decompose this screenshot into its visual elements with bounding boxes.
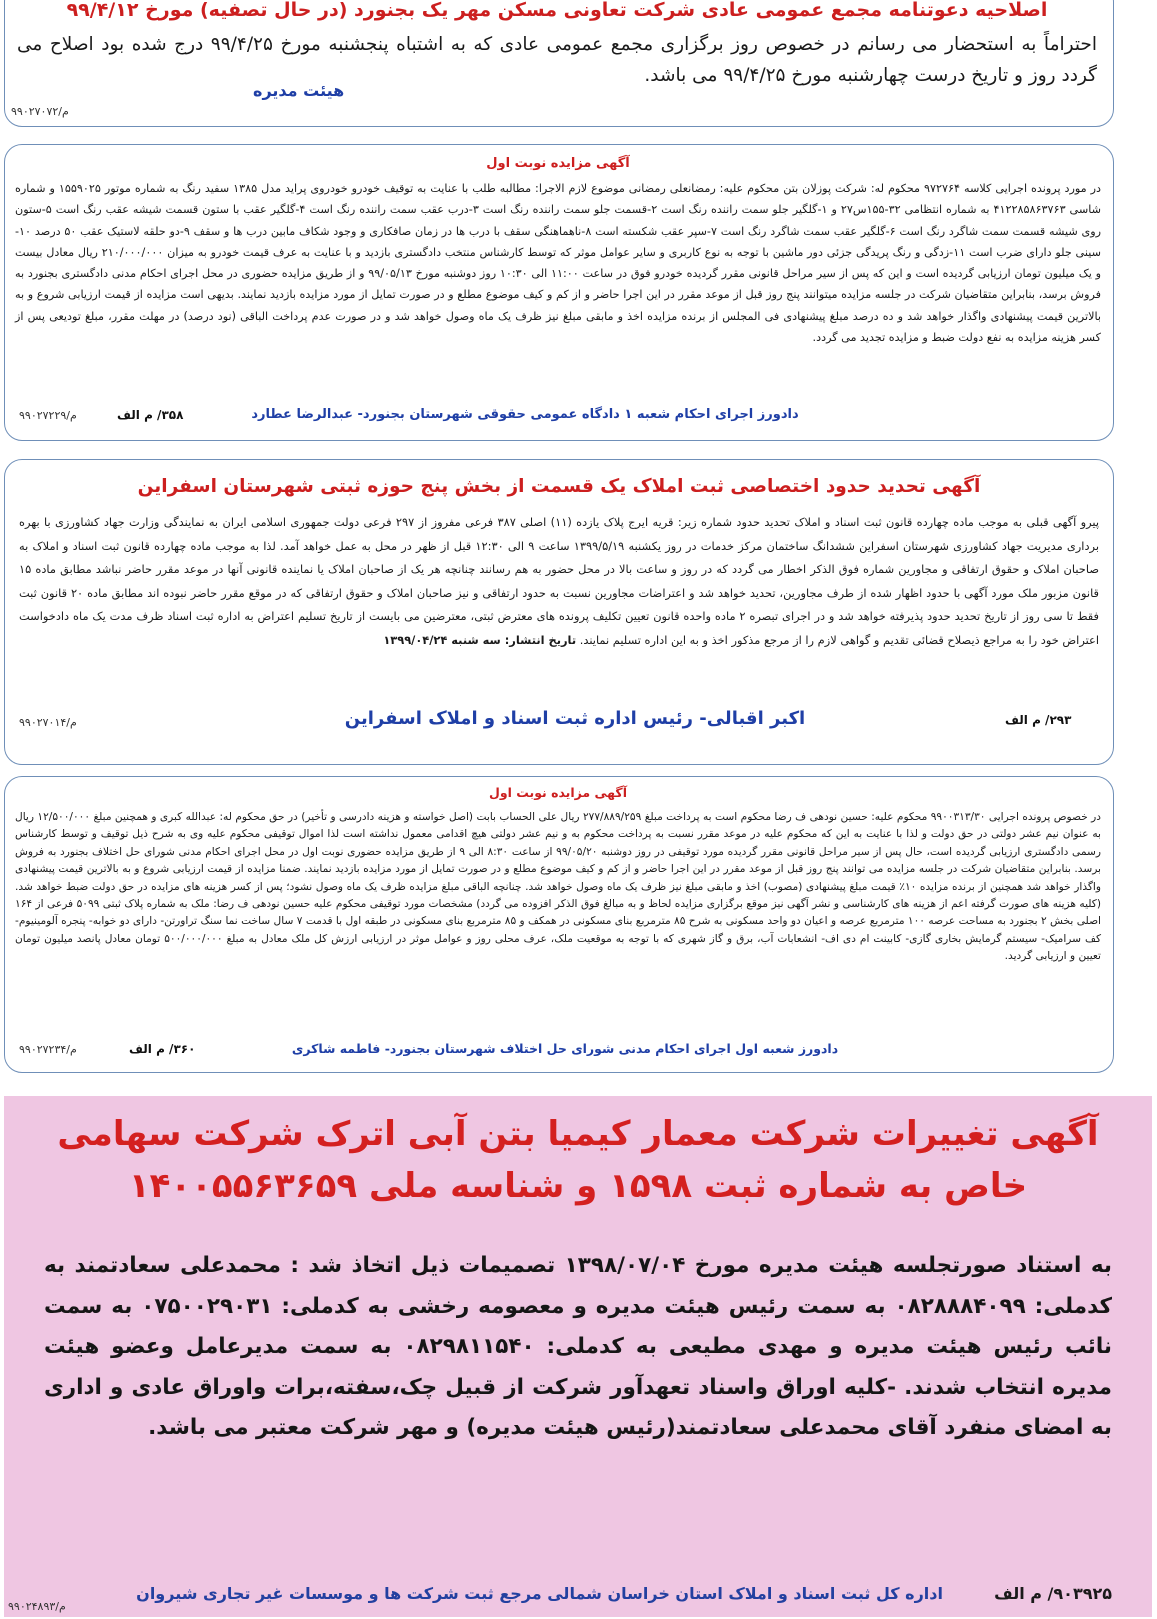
ad1-title: اصلاحیه دعوتنامه مجمع عمومی عادی شرکت تعاونی مسکن مهر یک بجنورد (در حال تصفیه) مورخ ۹۹/۴/۱۲: [66, 0, 1048, 21]
ad3-body-wrap: [19, 511, 1099, 652]
ad2-number: ۳۵۸/ م الف: [117, 408, 184, 422]
ad4-ref: ۹۹۰۲۷۲۳۴/م: [19, 1043, 77, 1056]
ad4-title: آگهی مزایده نوبت اول: [489, 785, 627, 800]
ad5-ref: ۹۹۰۲۴۸۹۳/م: [8, 1600, 66, 1613]
ad4-signature: دادورز شعبه اول اجرای احکام مدنی شورای حل اختلاف شهرستان بجنورد- فاطمه شاکری: [291, 1041, 839, 1056]
ad-correction-invitation: [4, 0, 1114, 127]
ad1-ref: ۹۹۰۲۷۰۷۲/م: [11, 105, 69, 118]
ad4-number: ۳۶۰/ م الف: [129, 1042, 196, 1056]
ad-auction-first-round-2: [4, 776, 1114, 1073]
ad3-ref: ۹۹۰۲۷۰۱۴/م: [19, 716, 77, 729]
ad3-number: ۲۹۳/ م الف: [1005, 713, 1072, 727]
ad5-body: به استناد صورتجلسه هیئت مدیره مورخ ۱۳۹۸/۰۷/۰۴ تصمیمات ذیل اتخاذ شد : محمدعلی سعادتمند به کدملی: ۰۸۲۸۸۸۴۰۹۹ به سمت رئیس هیئت مدیره و معصومه رخشی به کدملی: ۰۷۵۰۰۲۹۰۳۱ به سمت نائب رئیس هیئت مدیره و مهدی مطیعی به کدملی: ۰۸۲۹۸۱۱۵۴۰ به سمت مدیرعامل وعضو هیئت مدیره انتخاب شدند. -کلیه اوراق واسناد تعهدآور شرکت از قبیل چک،سفته،برات واوراق عادی و اداری به امضای منفرد آقای محمدعلی سعادتمند(رئیس هیئت مدیره) و مهر شرکت معتبر می باشد.: [44, 1253, 1112, 1440]
ad2-ref: ۹۹۰۲۷۲۲۹/م: [19, 409, 77, 422]
ad3-date: تاریخ انتشار: سه شنبه ۱۳۹۹/۰۴/۲۴: [383, 632, 577, 647]
ad5-number: ۹۰۳۹۲۵/ م الف: [994, 1584, 1112, 1603]
ad5-footer: [44, 1584, 1112, 1603]
ad5-signature: اداره کل ثبت اسناد و املاک استان خراسان شمالی مرجع ثبت شرکت ها و موسسات غیر تجاری شیروان: [136, 1584, 943, 1603]
ad-auction-first-round-1: [4, 144, 1114, 441]
ad2-body: در مورد پرونده اجرایی کلاسه ۹۷۲۷۶۴ محکوم له: شرکت پوزلان بتن محکوم علیه: رمضانعلی رمضانی موضوع لازم الاجرا: مطالبه طلب با عنایت به توقیف خودرو خودروی پراید مدل ۱۳۸۵ سفید رنگ به شماره موتور ۱۵۵۹۰۲۵ و شماره شاسی ۴۱۲۲۸۵۸۶۳۷۶۳ به شماره انتظامی ۳۲-۱۵۵س۲۷ و ۱-گلگیر جلو سمت راننده رنگ است ۲-قسمت جلو سمت راننده رنگ است ۳-درب عقب سمت راننده رنگ است ۴-گلگیر عقب با ستون قسمت شیشه عقب رنگ است ۵-ستون روی شیشه قسمت سمت شاگرد رنگ است ۶-گلگیر عقب سمت شاگرد رنگ است ۷-سپر عقب شکسته است ۸-ناهماهنگی سقف با درب ها در زمان صافکاری و وجود شکاف مابین درب ها و سقف ۹-دو حلقه لاستیک عقب ۵۰ درصد ۱۰-سینی جلو دارای ضرب است ۱۱-زدگی و رنگ پریدگی جزئی دور ماشین با توجه به نوع کاربری و سایر عوامل موثر که توسط کارشناس منتخب دادگستری بازدید و با عنایت به عرف قیمت خودرو به میزان ۲۱۰/۰۰۰/۰۰۰ ریال معادل بیست و یک میلیون تومان ارزیابی گردیده است و این که پس از سیر مراحل قانونی مقرر گردیده خودرو فوق در ساعت ۱۱:۰۰ الی ۱۰:۳۰ روز دوشنبه مورخ ۹۹/۰۵/۱۳ و از طریق مزایده حضوری در محل اجرای احکام مدنی دادگستری بجنورد به فروش برسد، بنابراین متقاضیان شرکت در جلسه مزایده میتوانند پنج روز قبل از موعد مقرر در این اجرا حاضر و از کم و کیف موضوع مطلع و در صورت تمایل از مورد مزایده بازدید نمایند. بدیهی است مزایده از قیمت ارزیابی شروع و به بالاترین قیمت پیشنهادی واگذار خواهد شد و ده درصد مبلغ پیشنهادی فی المجلس از برنده مزایده اخذ و مابقی مبلغ نیز ظرف یک ماه وصول خواهد شد و در صورت عدم پرداخت الباقی (نود درصد) در مهلت مقرر، مبلغ تودیعی پس از کسر هزینه مزایده به نفع دولت ضبط و مزایده تجدید می گردد.: [15, 182, 1102, 345]
ad-company-changes: [4, 1096, 1152, 1617]
ad3-body: پیرو آگهی قبلی به موجب ماده چهارده قانون ثبت اسناد و املاک تحدید حدود شماره زیر: قریه ایرج پلاک یازده (۱۱) اصلی ۳۸۷ فرعی مفروز از ۲۹۷ فرعی دولت جمهوری اسلامی ایران به نمایندگی وزارت جهاد کشاورزی با بهره برداری مدیریت جهاد کشاورزی شهرستان اسفراین ششدانگ ساختمان مرکز خدمات در روز یکشنبه ۱۳۹۹/۵/۱۹ ساعت ۹ الی ۱۲:۳۰ قبل از ظهر در محل به عمل خواهد آمد. لذا به موجب ماده چهارده قانون ثبت اسناد و املاک به صاحبان املاک و حقوق ارتفاقی و مجاورین شماره فوق الذکر اخطار می گردد که در روز و ساعت بالا در محل حضور به هم رسانند چنانچه هر یک از صاحبان املاک یا نماینده قانونی آنها در موعد مقرر حاضر نباشد مطابق ماده ۱۵ قانون مزبور ملک مورد آگهی با حدود اظهار شده از طرف مجاورین، تحدید خواهد شد و اعتراضات مجاورین نسبت به حدود ارتفاقی و نیز صاحبان املاک و حقوق ارتفاقی که در موقع مقرر حاضر نبوده اند مطابق ماده ۲۰ قانون ثبت فقط تا سی روز از تاریخ تحدید حدود پذیرفته خواهد شد و در اجرای تبصره ۲ ماده واحده قانون تعیین تکلیف پرونده های معترض ثبتی، معترضین می بایست از تاریخ تسلیم اعتراض به اداره ثبت اسناد ظرف مدت یک ماه دادخواست اعتراض خود را به مراجع ذیصلاح قضائی تقدیم و گواهی لازم را از مرجع مذکور اخذ و به این اداره تسلیم نمایند.: [19, 515, 1100, 647]
ad1-body: احتراماً به استحضار می رسانم در خصوص روز برگزاری مجمع عمومی عادی که به اشتباه پنجشنبه مورخ ۹۹/۴/۲۵ درج شده بود اصلاح می گردد روز و تاریخ درست چهارشنبه مورخ ۹۹/۴/۲۵ می باشد.: [17, 34, 1097, 86]
ad3-title: آگهی تحدید حدود اختصاصی ثبت املاک یک قسمت از بخش پنج حوزه ثبتی شهرستان اسفراین: [137, 476, 981, 497]
ad5-title: آگهی تغییرات شرکت معمار کیمیا بتن آبی اترک شرکت سهامی خاص به شماره ثبت ۱۵۹۸ و شناسه ملی ۱۴۰۰۵۵۶۳۶۵۹: [57, 1114, 1099, 1206]
ad2-signature: دادورز اجرای احکام شعبه ۱ دادگاه عمومی حقوقی شهرستان بجنورد- عبدالرضا عطارد: [251, 407, 799, 422]
ad2-title: آگهی مزایده نوبت اول: [486, 156, 630, 171]
ad1-signature: هیئت مدیره: [253, 81, 345, 100]
ad-boundary-registration: [4, 459, 1114, 765]
ad3-signature: اکبر اقبالی- رئیس اداره ثبت اسناد و املاک اسفراین: [344, 708, 806, 729]
ad4-body: در خصوص پرونده اجرایی ۹۹۰۰۳۱۳/۳۰ محکوم علیه: حسین نودهی ف رضا محکوم است به پرداخت مبلغ ۲۷۷/۸۸۹/۲۵۹ ریال علی الحساب بابت (اصل خواسته و هزینه دادرسی و تأخیر) در حق محکوم له: عبدالله کبری و همچنین مبلغ ۱۲/۵۰۰/۰۰۰ ریال به عنوان نیم عشر دولتی در حق دولت و لذا با عنایت به این که محکوم علیه در موعد مقرر نسبت به پرداخت محکوم به و نیم عشر دولتی هیچ اقدامی معمول نداشته است لذا اموال توقیفی محکوم علیه وی به شرح ذیل توقیف و توسط کارشناس رسمی دادگستری ارزیابی گردیده است، حال پس از سیر مراحل قانونی مقرر گردیده مورد توقیفی در روز دوشنبه ۹۹/۰۵/۲۰ از ساعت ۸:۳۰ الی ۹ از طریق مزایده حضوری نوبت اول در محل اجرای احکام مدنی شورای حل اختلاف بجنورد به فروش برسد. بنابراین متقاضیان شرکت در جلسه مزایده می توانند پنج روز قبل از موعد مقرر در این اجرا حاضر و از کم و کیف موضوع مطلع و در صورت تمایل از مورد مزایده بازدید نمایند. ضمنا مزایده از قیمت ارزیابی شروع و به بالاترین قیمت پیشنهادی واگذار خواهد شد همچنین از برنده مزایده ۱۰٪ قیمت مبلغ پیشنهادی (مصوب) اخذ و مابقی مبلغ نیز ظرف یک ماه وصول خواهد شد. چنانچه الباقی مبلغ مزایده ظرف یک ماه وصول نشود؛ پس از کسر هزینه های مزایده در حق دولت ضبط خواهد شد. (کلیه هزینه های صورت گرفته اعم از هزینه های کارشناسی و نشر آگهی نیز موقع برگزاری مزایده لحاظ و به مبالغ فوق الذکر افزوده می گردد) مشخصات مورد توقیفی محکوم علیه حسین نودهی ف رضا: ملک به شماره پلاک ثبتی ۵۰۹۹ فرعی از ۱۶۴ اصلی بخش ۲ بجنورد به مساحت عرصه ۱۰۰ مترمربع عرصه و اعیان دو واحد مسکونی به شرح ۸۵ مترمربع بنای مسکونی در همکف و ۸۵ مترمربع بنای مسکونی در طبقه اول با قدمت ۷ سال ساخت نما سنگ تراورتن- دارای دو خوابه- پنجره آلومینیوم- کف سرامیک- سیستم گرمایش بخاری گازی- کابینت ام دی اف- انشعابات آب، برق و گاز شهری که با توجه به موقعیت ملک، عرف محلی روز و عوامل موثر در ارزیابی ارزش کل ملک معادل به مبلغ ۵۰۰/۰۰۰/۰۰۰ تومان معادل پانصد میلیون تومان تعیین و ارزیابی گردید.: [15, 811, 1102, 963]
